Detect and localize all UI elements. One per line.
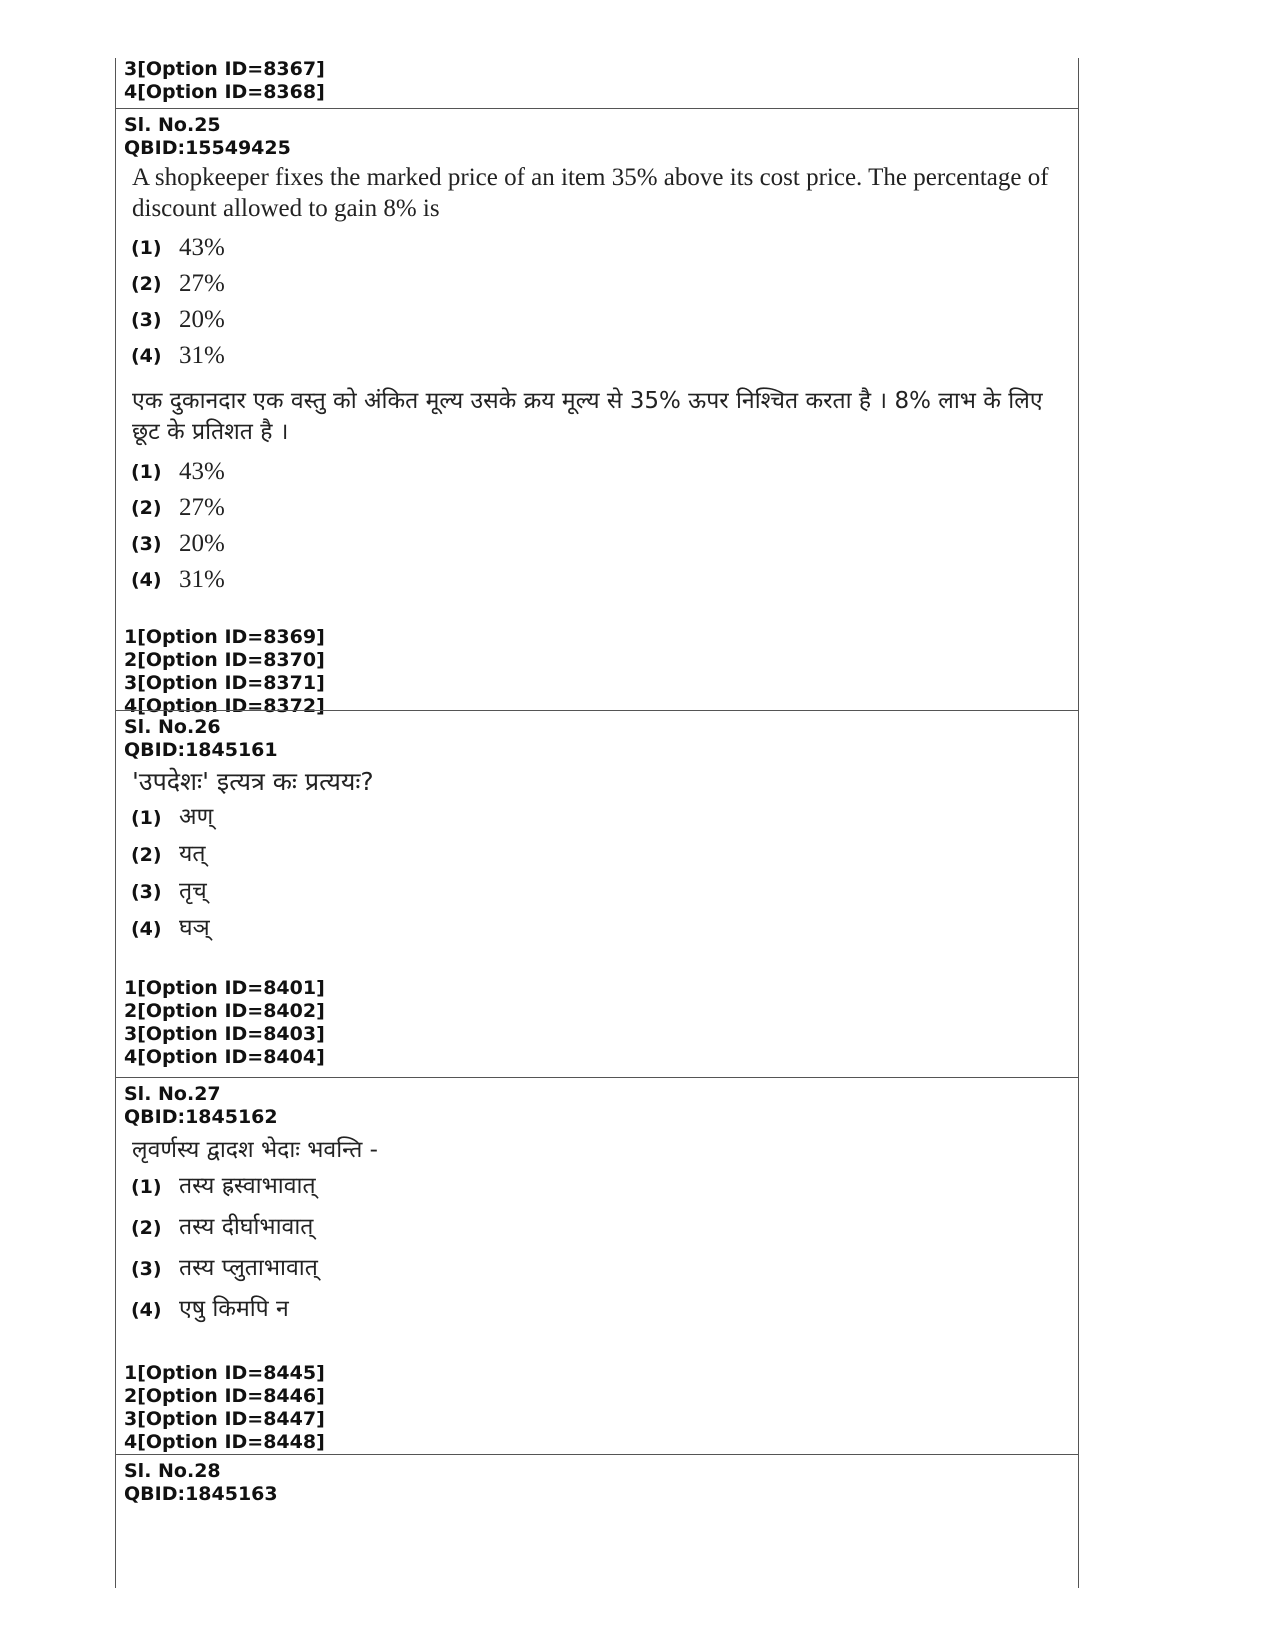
qbid: QBID:1845161 (124, 739, 278, 761)
question-27 (116, 1083, 1078, 1454)
option-id-line: 1[Option ID=8401] (124, 977, 325, 999)
question-text-english: A shopkeeper fixes the marked price of an item 35% above its cost price. The percentage of discount allowed to gain 8% is (132, 164, 1049, 222)
question-paper-frame (115, 58, 1079, 1588)
options-english (116, 230, 1078, 374)
option-text: 20% (179, 530, 225, 557)
option-id-line: 2[Option ID=8402] (124, 1000, 325, 1022)
qbid: QBID:1845163 (124, 1483, 278, 1505)
option-number: (1) (131, 806, 162, 829)
option-item (131, 338, 1078, 374)
qbid: QBID:1845162 (124, 1106, 278, 1128)
option-number: (4) (131, 917, 162, 940)
option-item (131, 454, 1078, 490)
divider (116, 1077, 1078, 1078)
option-text: 31% (179, 342, 225, 369)
option-text: 31% (179, 566, 225, 593)
option-number: (2) (131, 497, 162, 519)
option-id-line: 3[Option ID=8403] (124, 1023, 325, 1045)
serial-number: Sl. No.25 (124, 114, 221, 136)
serial-number: Sl. No.27 (124, 1083, 221, 1105)
question-text: लृवर्णस्य द्वादश भेदाः भवन्ति - (132, 1137, 378, 1163)
option-number: (1) (131, 1175, 162, 1198)
option-id-line: 4[Option ID=8448] (124, 1431, 325, 1453)
option-number: (1) (131, 237, 162, 259)
option-text: 43% (179, 234, 225, 261)
option-number: (2) (131, 843, 162, 866)
option-text: 43% (179, 458, 225, 485)
option-item (131, 562, 1078, 598)
option-item (131, 266, 1078, 302)
options (116, 799, 1078, 947)
option-id-line: 4[Option ID=8404] (124, 1046, 325, 1068)
option-number: (4) (131, 345, 162, 367)
option-item (131, 302, 1078, 338)
option-text: तस्य दीर्घाभावात् (179, 1214, 314, 1240)
question-text: 'उपदेशः' इत्यत्र कः प्रत्ययः? (132, 767, 374, 796)
option-item (131, 490, 1078, 526)
serial-number: Sl. No.28 (124, 1460, 221, 1482)
option-item (131, 526, 1078, 562)
option-item (131, 836, 1078, 873)
qbid: QBID:15549425 (124, 137, 291, 159)
option-item (131, 1207, 1078, 1248)
option-text: तृच् (179, 878, 207, 904)
option-id-line: 3[Option ID=8447] (124, 1408, 325, 1430)
option-number: (4) (131, 1298, 162, 1321)
option-id-line: 3[Option ID=8371] (124, 672, 325, 694)
option-text: यत् (179, 841, 206, 867)
question-text-hindi: एक दुकानदार एक वस्तु को अंकित मूल्य उसके क्रय मूल्य से 35% ऊपर निश्चित करता है । 8% लाभ के लिए छूट के प्रतिशत है । (132, 388, 1043, 445)
option-id-line: 2[Option ID=8446] (124, 1385, 325, 1407)
option-item (131, 1166, 1078, 1207)
option-item (131, 873, 1078, 910)
option-item (131, 910, 1078, 947)
option-id-line: 2[Option ID=8370] (124, 649, 325, 671)
option-item (131, 1289, 1078, 1330)
option-id-line: 4[Option ID=8368] (124, 81, 325, 103)
option-id-line: 4[Option ID=8372] (124, 695, 325, 717)
option-number: (2) (131, 273, 162, 295)
divider (116, 710, 1078, 711)
option-text: तस्य प्लुताभावात् (179, 1255, 318, 1281)
options (116, 1166, 1078, 1330)
option-text: 20% (179, 306, 225, 333)
option-id-list (116, 977, 1078, 1069)
option-id-list (116, 1362, 1078, 1454)
option-number: (3) (131, 309, 162, 331)
option-number: (1) (131, 461, 162, 483)
question-26 (116, 716, 1078, 1069)
option-text: 27% (179, 270, 225, 297)
option-number: (3) (131, 880, 162, 903)
prev-question-option-ids (116, 58, 1078, 104)
option-text: अण् (179, 804, 214, 830)
question-25 (116, 114, 1078, 718)
option-number: (3) (131, 533, 162, 555)
serial-number: Sl. No.26 (124, 716, 221, 738)
option-id-line: 3[Option ID=8367] (124, 58, 325, 80)
option-number: (2) (131, 1216, 162, 1239)
option-id-list (116, 626, 1078, 718)
option-text: एषु किमपि न (179, 1296, 289, 1322)
question-28 (116, 1460, 1078, 1506)
option-item (131, 1248, 1078, 1289)
option-item (131, 230, 1078, 266)
option-item (131, 799, 1078, 836)
divider (116, 1454, 1078, 1455)
option-text: 27% (179, 494, 225, 521)
divider (116, 108, 1078, 109)
options-hindi (116, 454, 1078, 598)
option-id-line: 1[Option ID=8445] (124, 1362, 325, 1384)
option-text: तस्य ह्रस्वाभावात् (179, 1173, 316, 1199)
option-number: (3) (131, 1257, 162, 1280)
option-id-line: 1[Option ID=8369] (124, 626, 325, 648)
option-number: (4) (131, 569, 162, 591)
option-text: घञ् (179, 915, 210, 941)
